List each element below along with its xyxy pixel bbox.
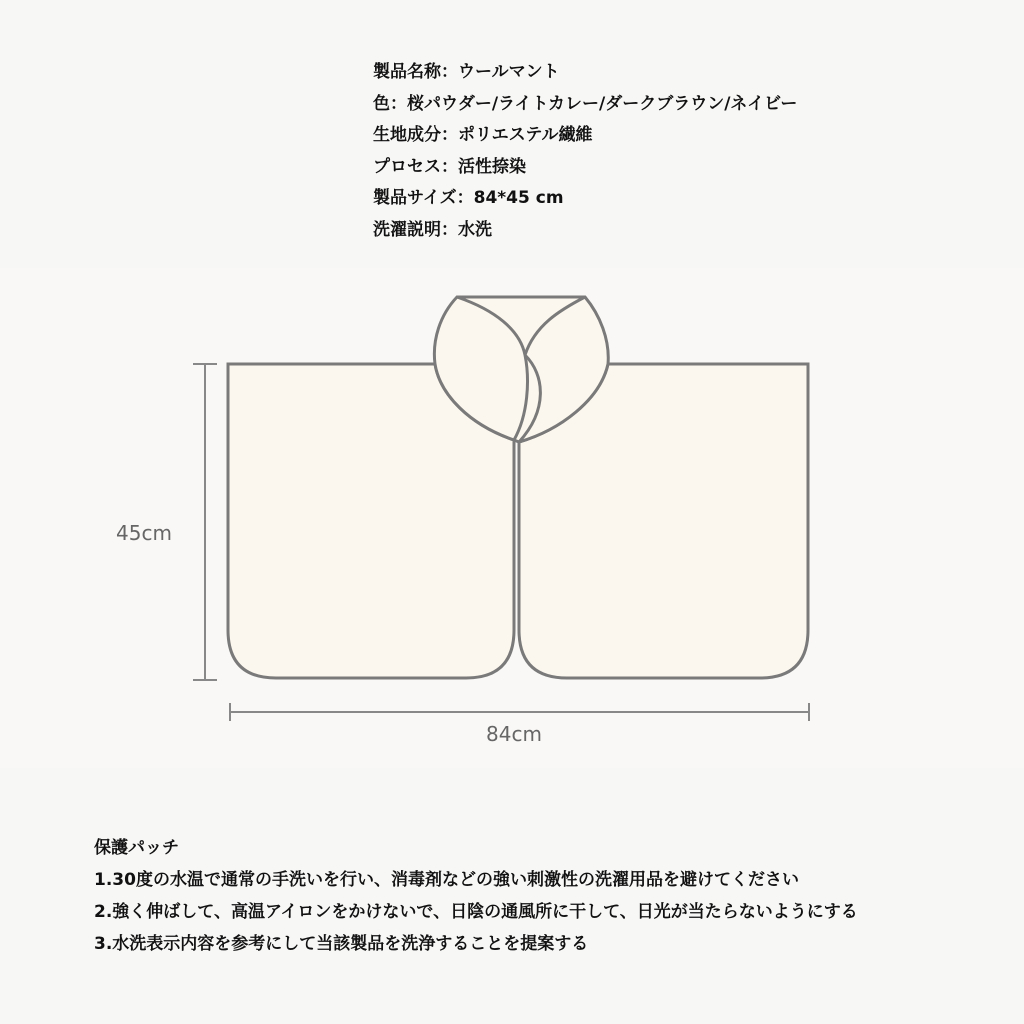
spec-product-name: 製品名称：ウールマント — [373, 62, 560, 82]
care-item-3: 3.水洗表示内容を参考にして当該製品を洗浄することを提案する — [94, 934, 589, 954]
spec-washing: 洗濯説明：水洗 — [373, 219, 492, 240]
spec-colors: 色：桜パウダー/ライトカレー/ダークブラウン/ネイビー — [373, 93, 798, 114]
care-instructions — [94, 832, 858, 960]
spec-material: 生地成分：ポリエステル繊維 — [373, 125, 593, 145]
width-dimension-label: 84cm — [486, 722, 542, 746]
spec-process: プロセス：活性捺染 — [373, 156, 526, 177]
height-dimension-label: 45cm — [116, 521, 172, 545]
care-title: 保護パッチ — [94, 838, 179, 858]
care-item-1: 1.30度の水温で通常の手洗いを行い、消毒剤などの強い刺激性の洗濯用品を避けてください — [94, 870, 799, 890]
care-item-2: 2.強く伸ばして、高温アイロンをかけないで、日陰の通風所に干して、日光が当たらないようにする — [94, 902, 858, 922]
spec-size: 製品サイズ：84*45 cm — [373, 188, 564, 208]
